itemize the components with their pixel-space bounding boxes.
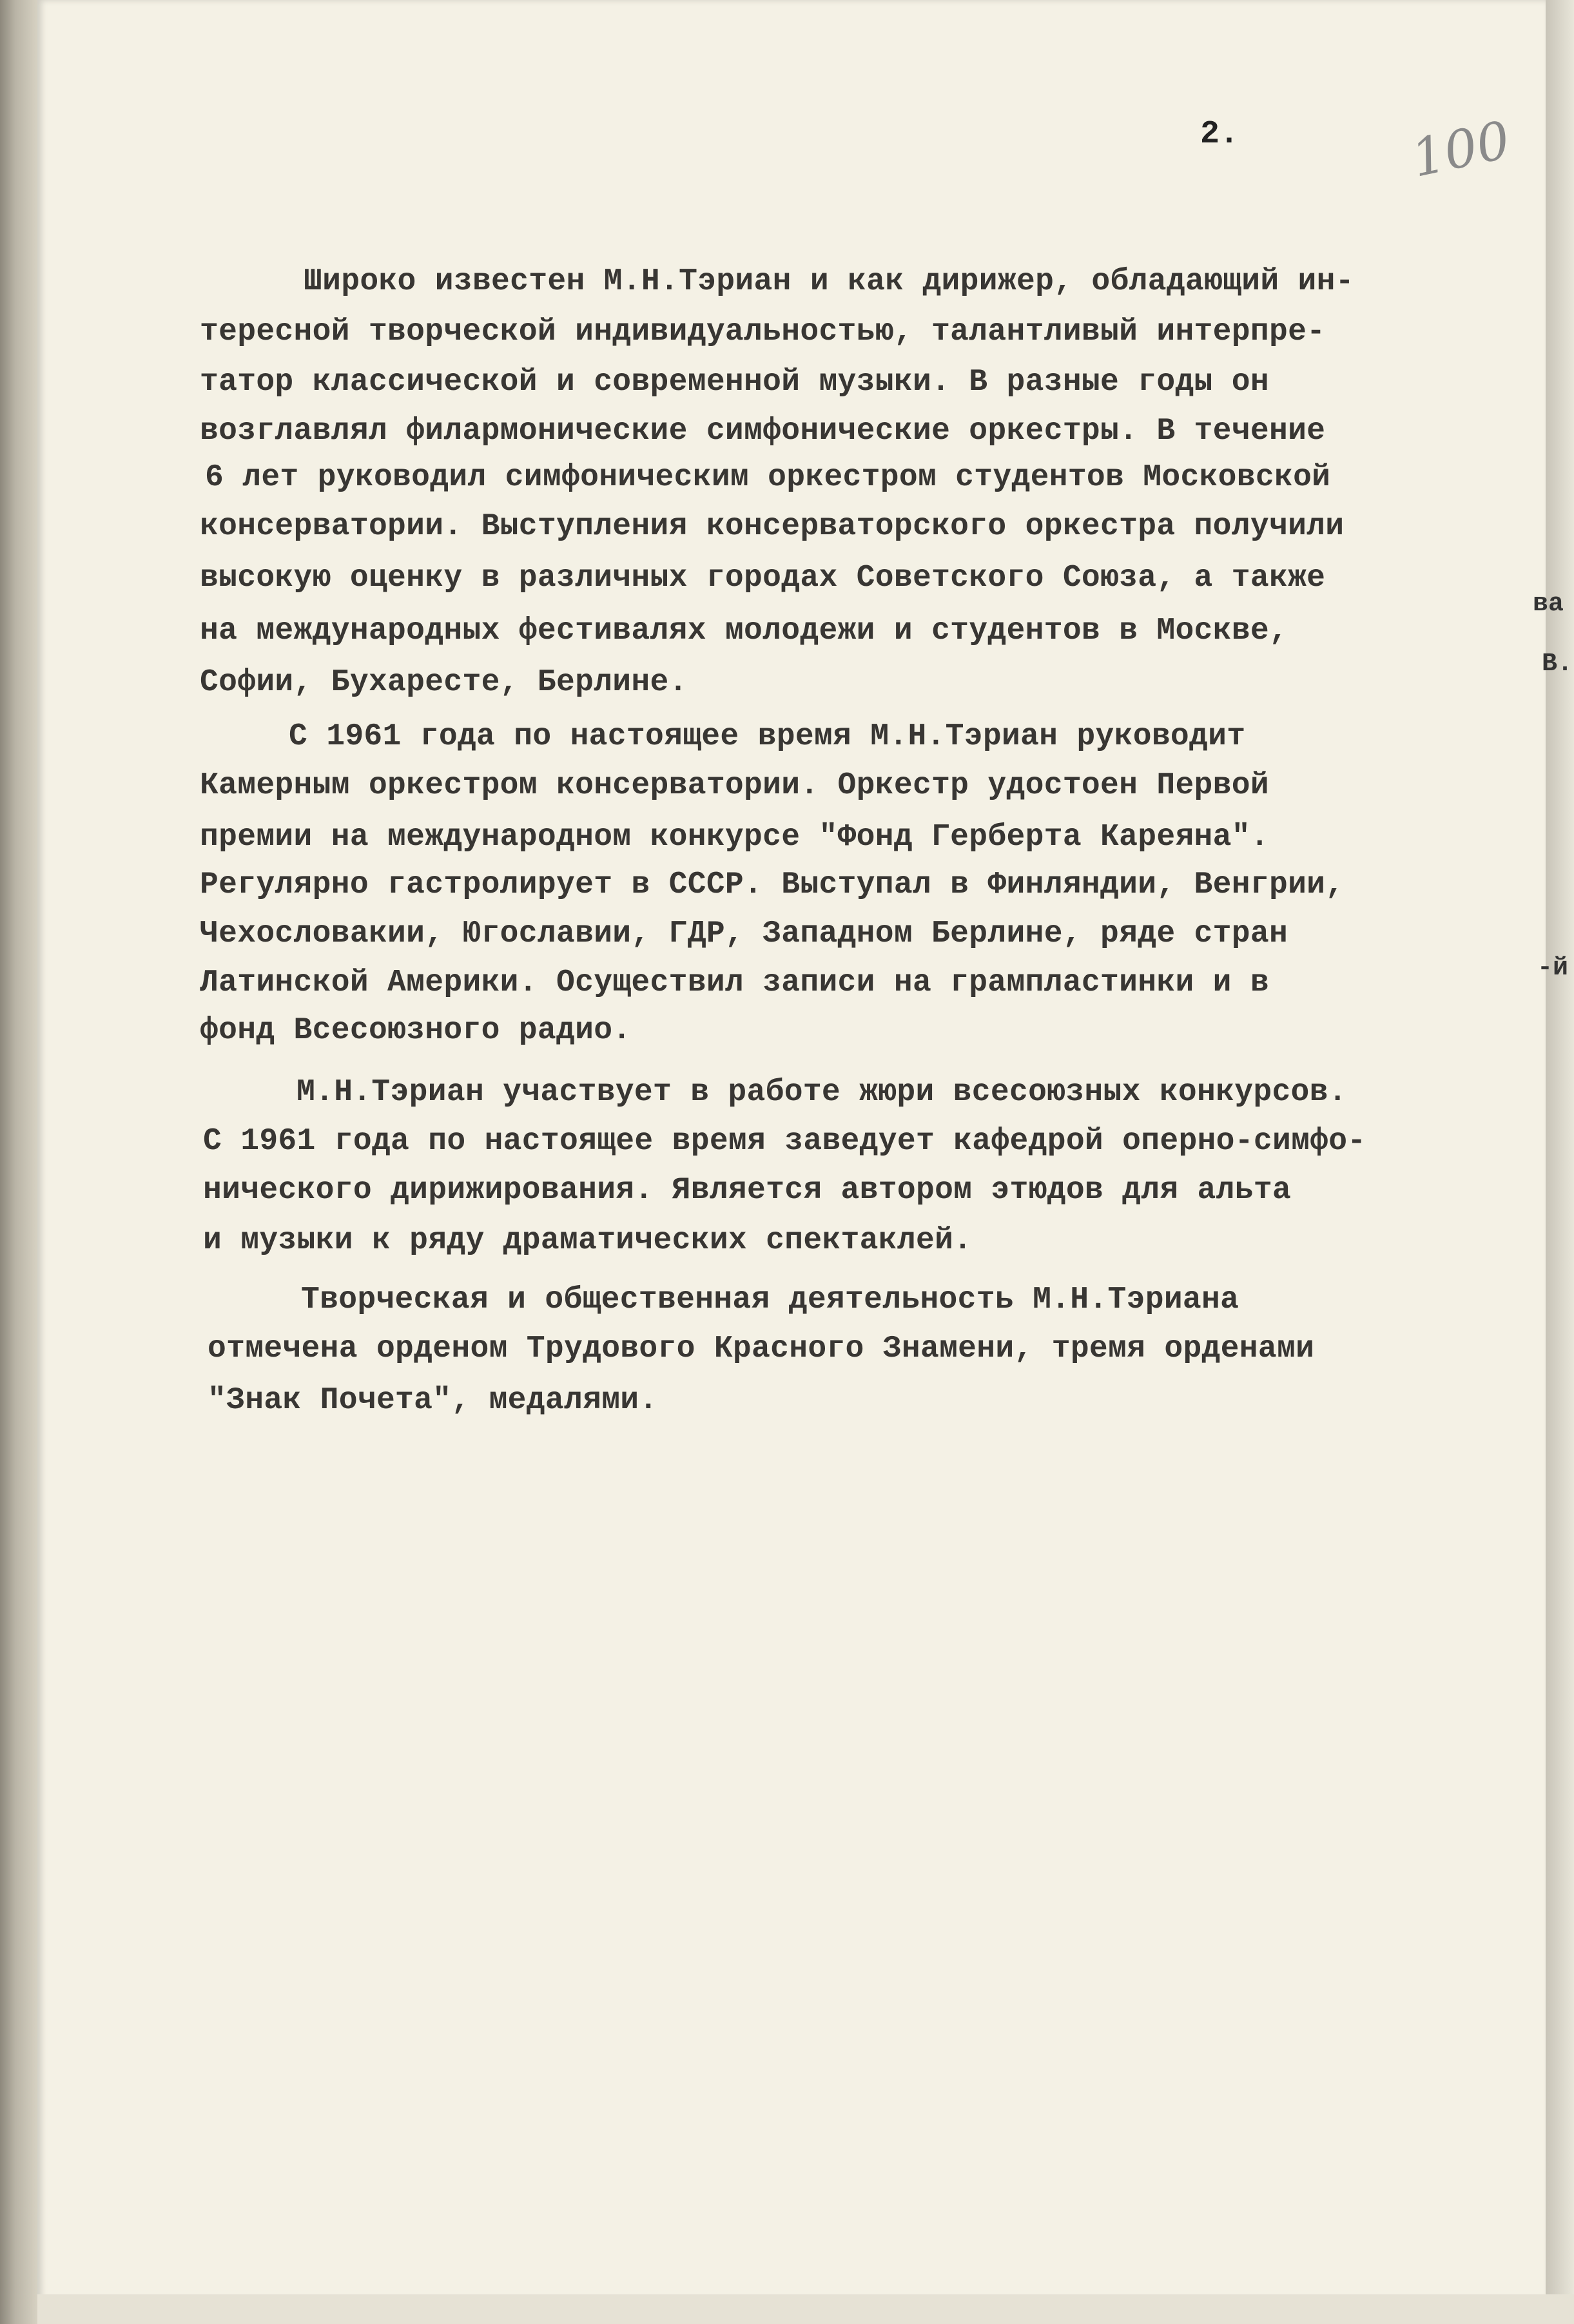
text-line: и музыки к ряду драматических спектаклей. — [203, 1223, 973, 1258]
text-line: Софии, Бухаресте, Берлине. — [200, 665, 688, 700]
text-line: нического дирижирования. Является автором этюдов для альта — [203, 1173, 1292, 1208]
text-line: консерватории. Выступления консерваторского оркестра получили — [200, 509, 1345, 544]
text-line: Регулярно гастролирует в СССР. Выступал в Финляндии, Венгрии, — [200, 867, 1345, 902]
text-line: тересной творческой индивидуальностью, талантливый интерпре- — [200, 315, 1326, 349]
text-line: Латинской Америки. Осуществил записи на грампластинки и в — [200, 965, 1269, 1000]
handwritten-folio-number: 100 — [1406, 110, 1515, 189]
text-line: на международных фестивалях молодежи и студентов в Москве, — [200, 614, 1288, 648]
binding-edge — [0, 0, 39, 2324]
page-number: 2. — [1200, 116, 1239, 153]
text-line: премии на международном конкурсе "Фонд Герберта Кареяна". — [200, 820, 1269, 855]
page-bottom-edge — [37, 2294, 1574, 2324]
text-line: отмечена орденом Трудового Красного Знамени, тремя орденами — [208, 1331, 1315, 1366]
edge-fragment: -й — [1537, 954, 1569, 983]
edge-fragment: В. — [1542, 650, 1573, 679]
edge-fragment: ва — [1533, 590, 1564, 619]
text-line: С 1961 года по настоящее время М.Н.Тэриан руководит — [289, 719, 1246, 754]
text-line: татор классической и современной музыки. В разные годы он — [200, 365, 1269, 400]
text-line: 6 лет руководил симфоническим оркестром студентов Московской — [205, 460, 1331, 495]
text-line: Чехословакии, Югославии, ГДР, Западном Берлине, ряде стран — [200, 916, 1288, 951]
text-line: Камерным оркестром консерватории. Оркестр удостоен Первой — [200, 768, 1269, 803]
text-line: высокую оценку в различных городах Советского Союза, а также — [200, 561, 1326, 596]
text-line: фонд Всесоюзного радио. — [200, 1013, 632, 1048]
text-line: С 1961 года по настоящее время заведует кафедрой оперно-симфо- — [203, 1124, 1366, 1159]
text-line: М.Н.Тэриан участвует в работе жюри всесоюзных конкурсов. — [296, 1075, 1347, 1110]
adjacent-page-edge — [1546, 0, 1574, 2324]
text-line: Широко известен М.Н.Тэриан и как дирижер, обладающий ин- — [304, 264, 1354, 299]
text-line: "Знак Почета", медалями. — [208, 1383, 658, 1418]
text-line: Творческая и общественная деятельность М.Н.Тэриана — [301, 1283, 1239, 1317]
text-line: возглавлял филармонические симфонические оркестры. В течение — [200, 414, 1326, 449]
